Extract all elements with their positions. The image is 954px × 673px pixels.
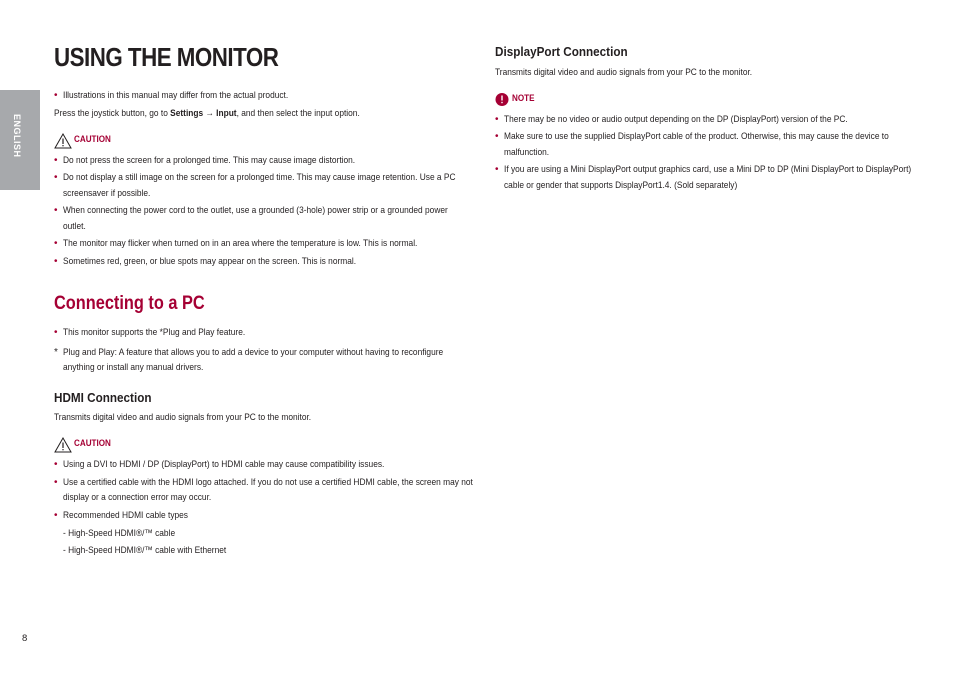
language-tab bbox=[0, 90, 40, 190]
note-info-icon bbox=[495, 92, 511, 108]
caution-triangle-icon bbox=[54, 133, 72, 149]
caution-triangle-icon bbox=[54, 437, 72, 453]
settings-menu-ref: Settings bbox=[170, 108, 204, 119]
page-title: USING THE MONITOR bbox=[54, 42, 279, 72]
section-title: Connecting to a PC bbox=[54, 293, 205, 314]
language-tab-label: ENGLISH bbox=[12, 114, 22, 158]
hdmi-description: Transmits digital video and audio signals from your PC to the monitor. bbox=[54, 412, 312, 423]
page-number: 8 bbox=[22, 633, 28, 644]
displayport-description: Transmits digital video and audio signals from your PC to the monitor. bbox=[495, 67, 753, 78]
hdmi-heading: HDMI Connection bbox=[54, 390, 152, 405]
displayport-heading: DisplayPort Connection bbox=[495, 44, 628, 59]
joystick-instruction: Press the joystick button, go to Settings → Input, and then select the input option. bbox=[54, 108, 360, 119]
input-menu-ref: Input bbox=[216, 108, 237, 119]
